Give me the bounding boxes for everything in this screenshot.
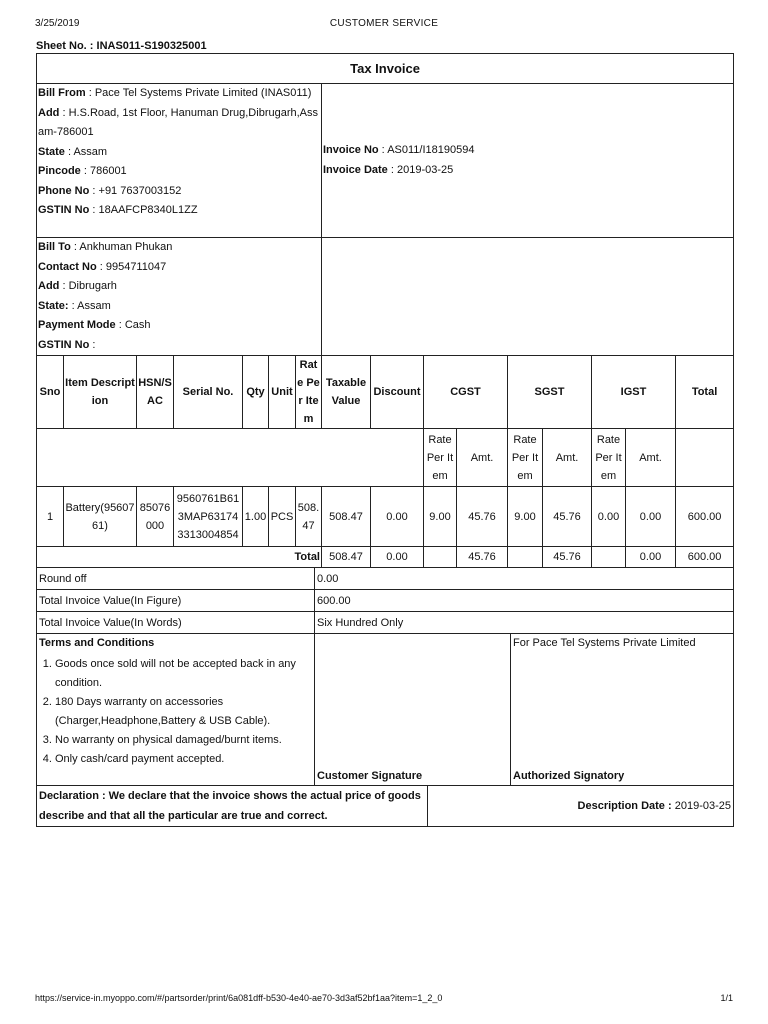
totals-igst-amt: 0.00: [626, 547, 676, 568]
col-hsn: HSN/SAC: [137, 356, 174, 429]
bill-to-empty: [322, 238, 734, 356]
footer-page-number: 1/1: [720, 993, 733, 1003]
totals-sgst-rate: [508, 547, 543, 568]
col-discount: Discount: [371, 356, 424, 429]
item-cgst-amt: 45.76: [457, 487, 508, 547]
col-sgst: SGST: [508, 356, 592, 429]
sheet-number: Sheet No. : INAS011-S190325001: [36, 40, 207, 52]
footer-url: https://service-in.myoppo.com/#/partsorder/print/6a081dff-b530-4e40-ae70-3d3af52bf1aa?item=1_2_0: [35, 993, 443, 1003]
col-cgst: CGST: [424, 356, 508, 429]
item-sgst-rate: 9.00: [508, 487, 543, 547]
invoice-table: [36, 53, 734, 568]
totals-sgst-amt: 45.76: [543, 547, 592, 568]
totals-total: 600.00: [676, 547, 734, 568]
totals-taxable: 508.47: [322, 547, 371, 568]
term-item: 3. No warranty on physical damaged/burnt items.: [55, 731, 312, 750]
item-total: 600.00: [676, 487, 734, 547]
totals-row: [37, 547, 734, 568]
item-igst-amt: 0.00: [626, 487, 676, 547]
item-rate: 508.47: [296, 487, 322, 547]
item-description: Battery(9560761): [64, 487, 137, 547]
sgst-rate-header: Rate Per Item: [508, 429, 543, 487]
col-sno: Sno: [37, 356, 64, 429]
item-discount: 0.00: [371, 487, 424, 547]
total-words-value: Six Hundred Only: [315, 612, 734, 634]
cgst-rate-header: Rate Per Item: [424, 429, 457, 487]
item-hsn: 85076000: [137, 487, 174, 547]
bill-from-block: Bill From : Pace Tel Systems Private Limited (INAS011) Add : H.S.Road, 1st Floor, Hanuman Drug,Dibrugarh,Assam-786001 State : Assam Pincode : 786001 Phone No : +91 7637003152 GSTIN No : 18AAFCP8340L1ZZ: [37, 84, 322, 238]
authorized-signatory: Authorized Signatory: [513, 770, 625, 782]
col-taxable: Taxable Value: [322, 356, 371, 429]
item-unit: PCS: [269, 487, 296, 547]
item-qty: 1.00: [243, 487, 269, 547]
invoice-title: Tax Invoice: [37, 54, 734, 84]
invoice-info-block: Invoice No : AS011/I18190594 Invoice Date : 2019-03-25: [322, 84, 734, 238]
page-header-title: CUSTOMER SERVICE: [329, 18, 439, 29]
sgst-amt-header: Amt.: [543, 429, 592, 487]
totals-label: Total: [37, 547, 322, 568]
bill-to-block: Bill To : Ankhuman Phukan Contact No : 9954711047 Add : Dibrugarh State: : Assam Payment Mode : Cash GSTIN No :: [37, 238, 322, 356]
print-date: 3/25/2019: [35, 18, 80, 29]
col-qty: Qty: [243, 356, 269, 429]
igst-amt-header: Amt.: [626, 429, 676, 487]
customer-signature: Customer Signature: [317, 770, 423, 782]
col-total: Total: [676, 356, 734, 429]
company-signature-block: [511, 634, 734, 786]
total-figure-label: Total Invoice Value(In Figure): [37, 590, 315, 612]
item-sno: 1: [37, 487, 64, 547]
item-taxable: 508.47: [322, 487, 371, 547]
round-off-value: 0.00: [315, 568, 734, 590]
declaration-table: [36, 786, 734, 827]
col-rate: Rate Per Item: [296, 356, 322, 429]
total-figure-value: 600.00: [315, 590, 734, 612]
customer-signature-block: [315, 634, 511, 786]
term-item: 4. Only cash/card payment accepted.: [55, 750, 312, 769]
terms-block: [37, 634, 315, 786]
subheader-blank: [37, 429, 424, 487]
cgst-amt-header: Amt.: [457, 429, 508, 487]
term-item: 1. Goods once sold will not be accepted back in any condition.: [55, 655, 312, 693]
col-item: Item Description: [64, 356, 137, 429]
item-cgst-rate: 9.00: [424, 487, 457, 547]
totals-igst-rate: [592, 547, 626, 568]
igst-rate-header: Rate Per Item: [592, 429, 626, 487]
terms-list: [39, 655, 312, 769]
totals-discount: 0.00: [371, 547, 424, 568]
item-sgst-amt: 45.76: [543, 487, 592, 547]
totals-cgst-rate: [424, 547, 457, 568]
col-serial: Serial No.: [174, 356, 243, 429]
total-words-label: Total Invoice Value(In Words): [37, 612, 315, 634]
round-off-label: Round off: [37, 568, 315, 590]
term-item: 2. 180 Days warranty on accessories (Charger,Headphone,Battery & USB Cable).: [55, 693, 312, 731]
terms-title: Terms and Conditions: [39, 637, 155, 649]
declaration-date: Description Date : 2019-03-25: [428, 786, 734, 827]
item-igst-rate: 0.00: [592, 487, 626, 547]
table-row: [37, 487, 734, 547]
invoice-frame: [36, 53, 733, 827]
total-subheader-blank: [676, 429, 734, 487]
totals-cgst-amt: 45.76: [457, 547, 508, 568]
col-unit: Unit: [269, 356, 296, 429]
summary-table: [36, 568, 734, 786]
item-serial: 9560761B613MAP631743313004854: [174, 487, 243, 547]
for-company: For Pace Tel Systems Private Limited: [513, 637, 696, 649]
declaration-text: Declaration : We declare that the invoice shows the actual price of goods describe and that all the particular are true and correct.: [37, 786, 428, 827]
col-igst: IGST: [592, 356, 676, 429]
